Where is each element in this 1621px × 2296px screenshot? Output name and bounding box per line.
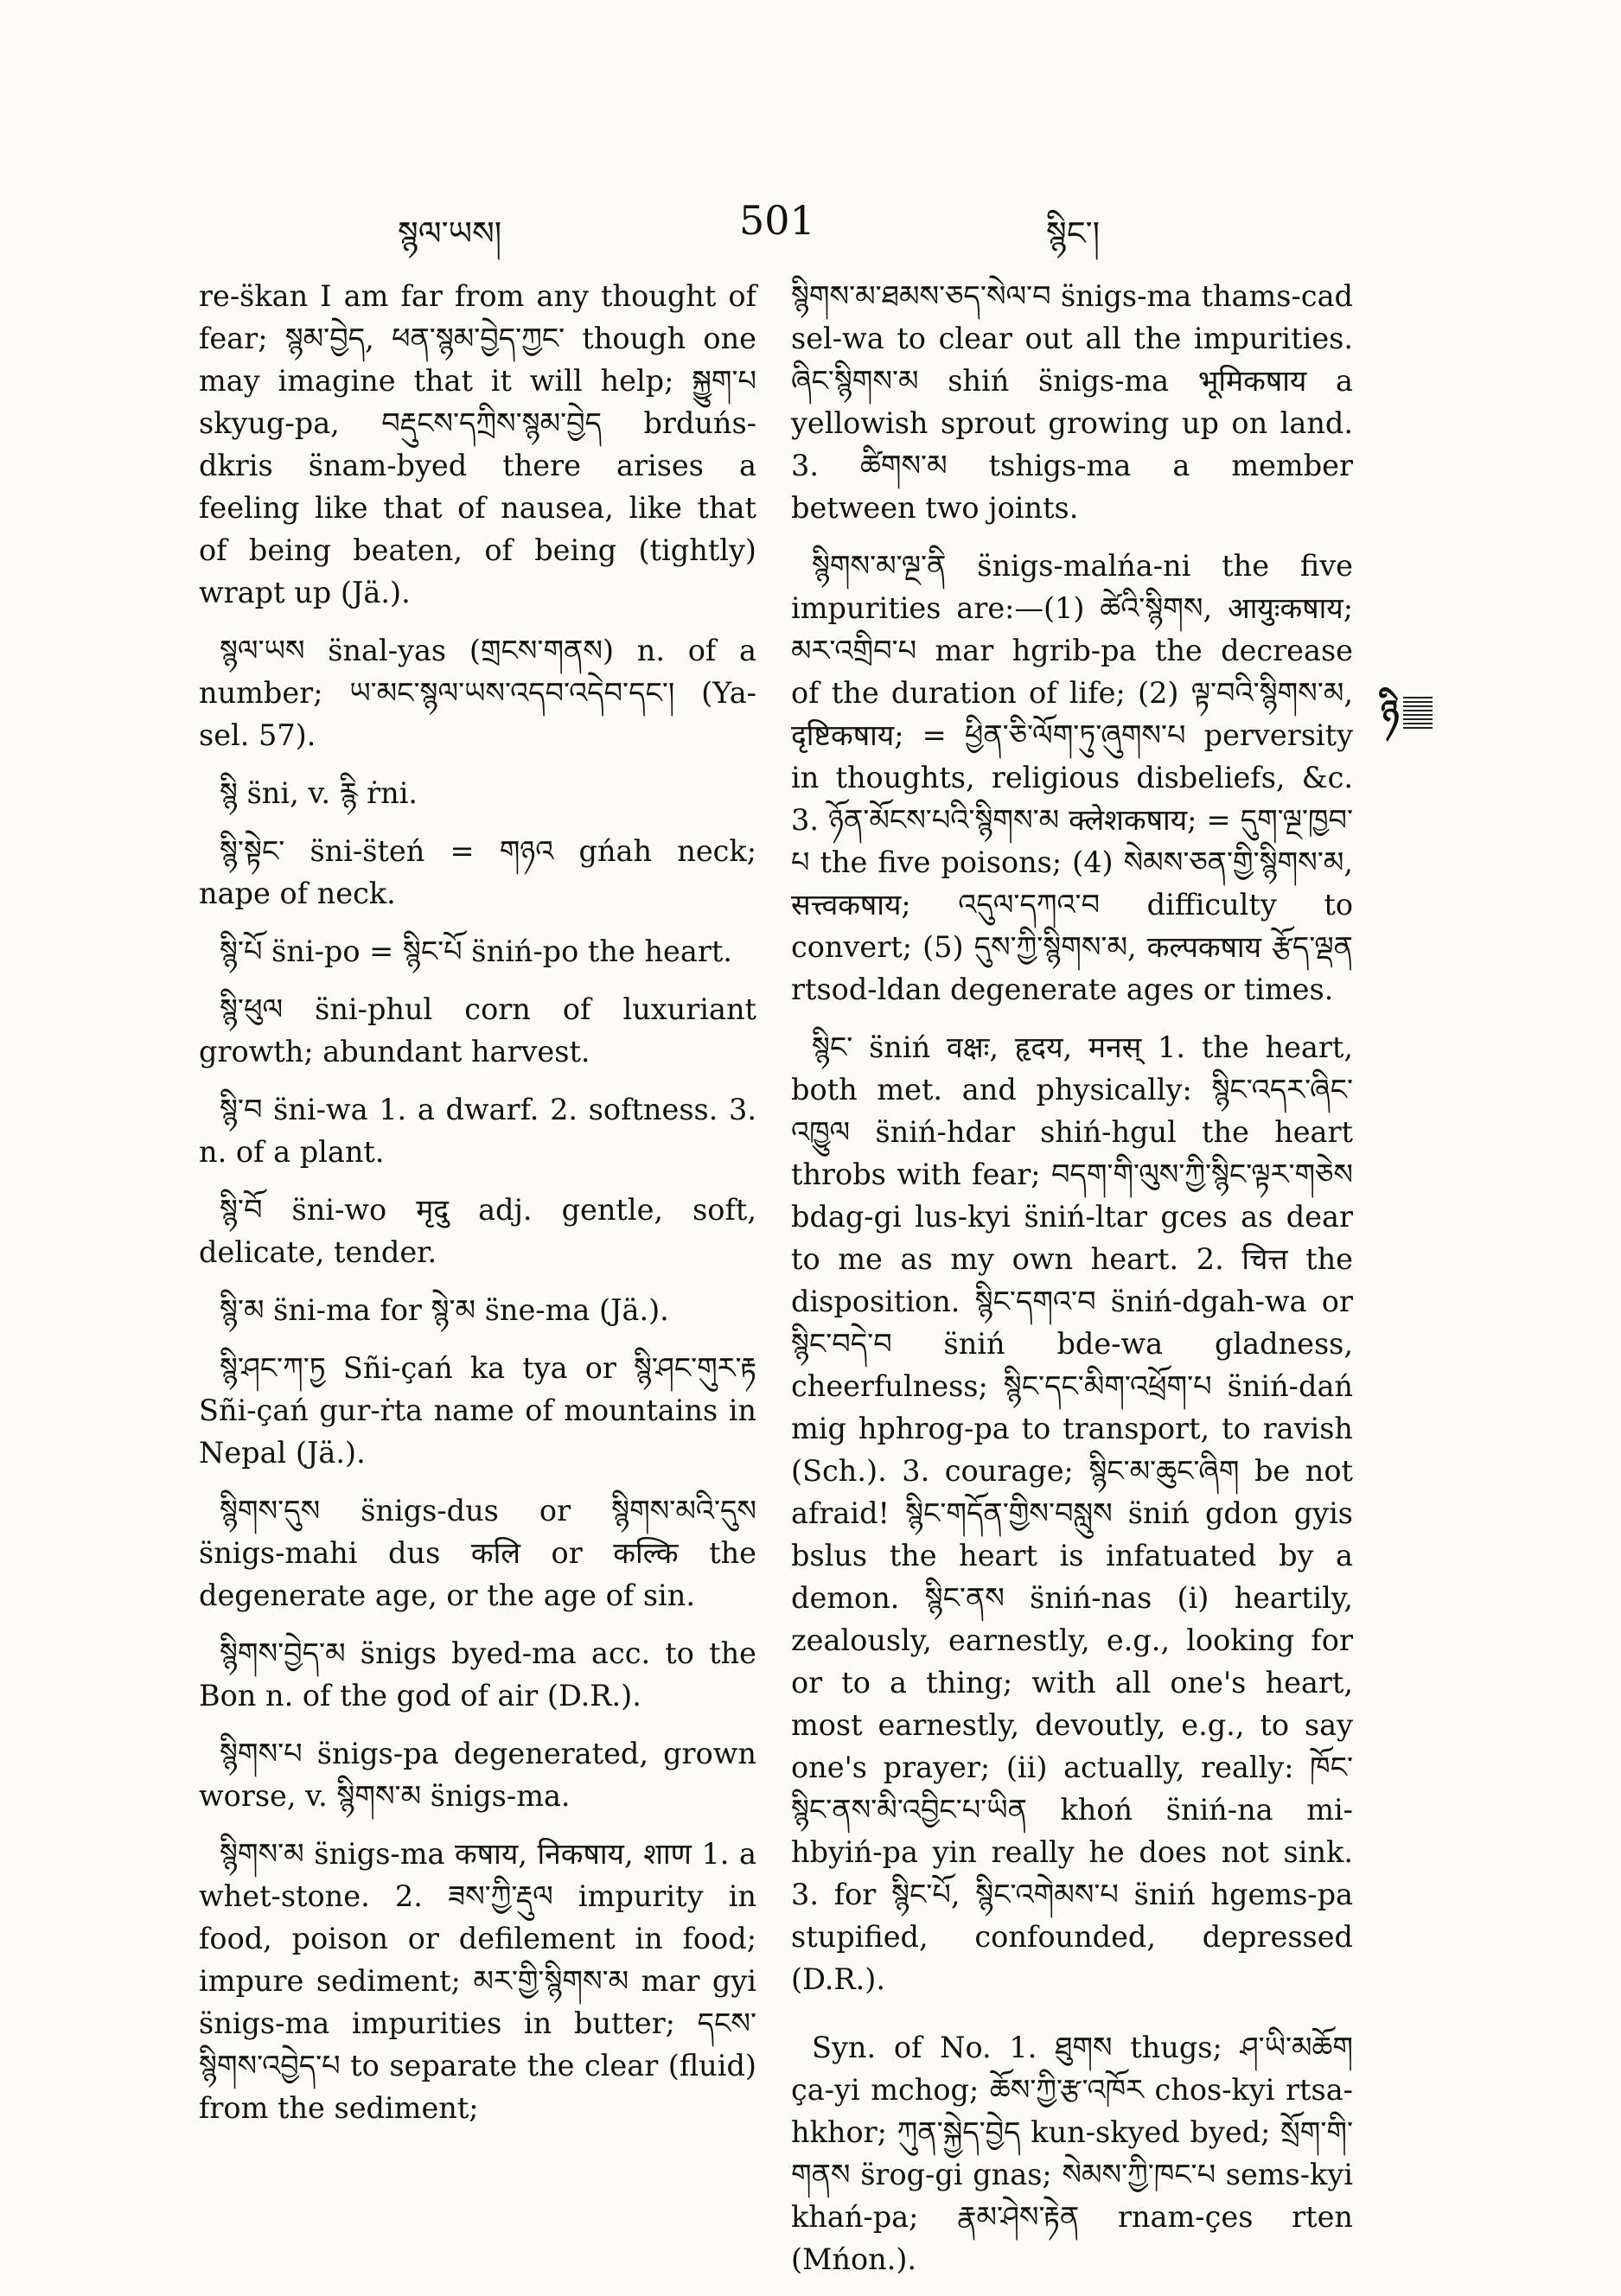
right-column xyxy=(791,275,1353,2296)
dictionary-entry: སྙི་ཤང་ཀ་ཏྱ Sñi-çań ka tya or སྙི་ཤང་གུར་རྟ Sñi-çań gur-ṙta name of mountains in Nepal (Jä.). xyxy=(199,1351,756,1470)
synonyms-entry: Syn. of No. 1. ཐུགས thugs; ཤ་ཡི་མཆོག ça-yi mchog; ཆོས་ཀྱི་རྩ་འཁོར chos-kyi rtsa-hkhor; ཀུན་སྐྱེད་བྱེད kun-skyed byed; སྲོག་གི་གནས s̈rog-gi gnas; སེམས་ཀྱི་ཁང་པ sems-kyi khań-pa; རྣམ་ཤེས་རྟེན rnam-çes rten (Mńon.). xyxy=(791,2031,1353,2276)
entry-continuation: re-s̈kan I am far from any thought of fear; སྙམ་བྱེད, ཕན་སྙམ་བྱེད་ཀྱང་ though one may imagine that it will help; སྐྱུག་པ skyug-pa, བརྡུངས་དཀྲིས་སྙམ་བྱེད brduńs-dkris s̈nam-byed there arises a feeling like that of nausea, like that of being beaten, of being (tightly) wrapt up (Jä.). xyxy=(199,279,756,609)
thumb-index-marker xyxy=(1381,693,1433,733)
dictionary-entry: སྙི་བོ s̈ni-wo मृदु adj. gentle, soft, delicate, tender. xyxy=(199,1193,756,1269)
dictionary-entry: སྙི་བ s̈ni-wa 1. a dwarf. 2. softness. 3. n. of a plant. xyxy=(199,1093,756,1169)
dictionary-entry: སྙི་པོ s̈ni-po = སྙིང་པོ s̈niń-po the heart. xyxy=(220,934,732,968)
dictionary-entry: སྙི s̈ni, v. རྙི ṙni. xyxy=(220,776,418,810)
dictionary-entry: སྙི་ཕུལ s̈ni-phul corn of luxuriant growth; abundant harvest. xyxy=(199,992,756,1068)
dictionary-entry: སྙིགས་མ་ལྔ་ནི s̈nigs-malńa-ni the five impurities are:—(1) ཚེའི་སྙིགས, आयुःकषाय; མར་འགྲིབ་པ mar hgrib-pa the decrease of the duration of life; (2) ལྟ་བའི་སྙིགས་མ, दृष्टिकषाय; = ཕྱིན་ཅི་ལོག་ཏུ་ཞུགས་པ perversity in thoughts, religious disbeliefs, &c. 3. ཉོན་མོངས་པའི་སྙིགས་མ क्लेशकषाय; = དུག་ལྔ་ཁྱབ་པ the five poisons; (4) སེམས་ཅན་གྱི་སྙིགས་མ, सत्त्वकषाय; འདུལ་དཀའ་བ difficulty to convert; (5) དུས་ཀྱི་སྙིགས་མ, कल्पकषाय རྩོད་ལྡན rtsod-ldan degenerate ages or times. xyxy=(791,549,1353,1006)
left-column xyxy=(199,275,756,2145)
dictionary-entry: སྙིགས་དུས s̈nigs-dus or སྙིགས་མའི་དུས s̈nigs-mahi dus कलि or कल्कि the degenerate age, or the age of sin. xyxy=(199,1494,756,1612)
thumb-index-lines xyxy=(1403,697,1433,730)
dictionary-entry: སྙི་མ s̈ni-ma for སྙེ་མ s̈ne-ma (Jä.). xyxy=(220,1293,669,1327)
running-head-right: སྙིང་། xyxy=(1046,214,1101,252)
running-head-left: སྙལ་ཡས། xyxy=(398,214,502,252)
page-header xyxy=(0,197,1621,252)
dictionary-entry: སྙལ་ཡས s̈nal-yas (གྲངས་གནས) n. of a number; ཡ་མང་སྙལ་ཡས་འདབ་འདེབ་དང་། (Ya-sel. 57). xyxy=(199,634,756,752)
dictionary-entry: སྙིགས་པ s̈nigs-pa degenerated, grown worse, v. སྙིགས་མ s̈nigs-ma. xyxy=(199,1737,756,1813)
dictionary-entry: སྙིགས་བྱེད་མ s̈nigs byed-ma acc. to the Bon n. of the god of air (D.R.). xyxy=(199,1636,756,1712)
dictionary-entry: སྙིང་ s̈niń वक्षः, हृदय, मनस् 1. the heart, both met. and physically: སྙིང་འདར་ཞིང་འཁྱུལ s̈niń-hdar shiń-hgul the heart throbs with fear; བདག་གི་ལུས་ཀྱི་སྙིང་ལྟར་གཅེས bdag-gi lus-kyi s̈niń-ltar gces as dear to me as my own heart. 2. चित्त the disposition. སྙིང་དགའ་བ s̈niń-dgah-wa or སྙིང་བདེ་བ s̈niń bde-wa gladness, cheerfulness; སྙིང་དང་མིག་འཕྲོག་པ s̈niń-dań mig hphrog-pa to transport, to ravish (Sch.). 3. courage; སྙིང་མ་ཆུང་ཞིག be not afraid! སྙིང་གདོན་གྱིས་བསླུས s̈niń gdon gyis bslus the heart is infatuated by a demon. སྙིང་ནས s̈niń-nas (i) heartily, zealously, earnestly, e.g., looking for or to a thing; with all one's heart, most earnestly, devoutly, e.g., to say one's prayer; (ii) actually, really: ཁོང་སྙིང་ནས་མི་འབྱིང་པ་ཡིན khoń s̈niń-na mi-hbyiń-pa yin really he does not sink. 3. for སྙིང་པོ, སྙིང་འགེམས་པ s̈niń hgems-pa stupified, confounded, depressed (D.R.). xyxy=(791,1030,1353,1996)
dictionary-entry: སྙིགས་མ s̈nigs-ma कषाय, निकषाय, शाण 1. a whet-stone. 2. ཟས་ཀྱི་རྡུལ impurity in food, poison or defilement in food; impure sediment; མར་གྱི་སྙིགས་མ mar gyi s̈nigs-ma impurities in butter; དངས་སྙིགས་འབྱེད་པ to separate the clear (fluid) from the sediment; xyxy=(199,1837,756,2125)
dictionary-entry: སྙི་སྟེང་ s̈ni-s̈teń = གཉའ gńah neck; nape of neck. xyxy=(199,834,756,910)
thumb-index-glyph: ཉི xyxy=(1381,692,1400,733)
page-number: 501 xyxy=(739,197,815,244)
entry-continuation: སྙིགས་མ་ཐམས་ཅད་སེལ་བ s̈nigs-ma thams-cad sel-wa to clear out all the impurities. ཞིང་སྙིགས་མ shiń s̈nigs-ma भूमिकषाय a yellowish sprout growing up on land. 3. ཚིགས་མ tshigs-ma a member between two joints. xyxy=(791,279,1353,525)
